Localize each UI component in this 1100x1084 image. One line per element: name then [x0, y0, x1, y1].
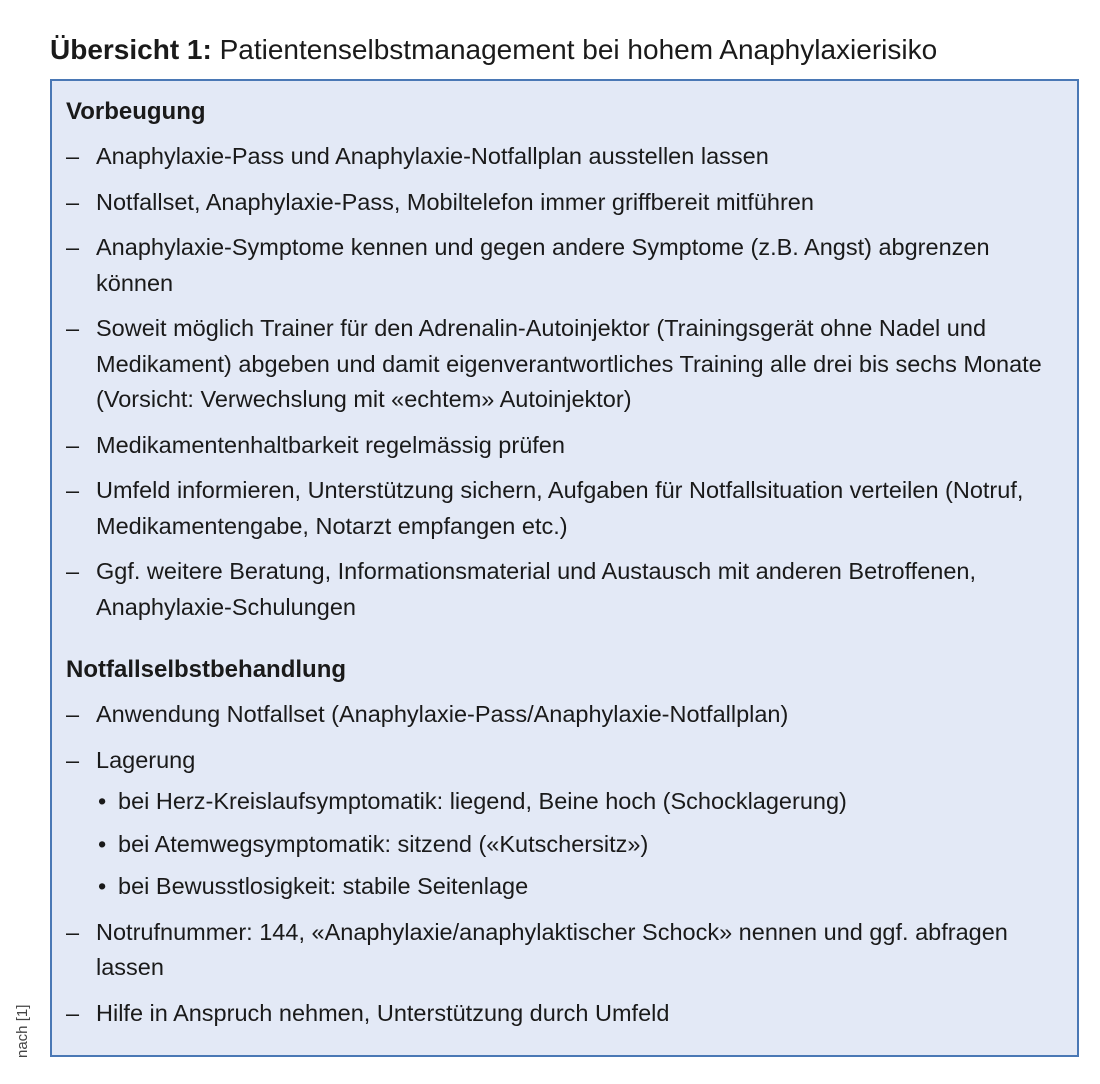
- list-item: – Anwendung Notfallset (Anaphylaxie-Pass/Anaphylaxie-Notfallplan): [66, 697, 1067, 733]
- sublist-item: • bei Herz-Kreislaufsymptomatik: liegend, Beine hoch (Schocklagerung): [96, 784, 1067, 820]
- dash-icon: –: [66, 188, 80, 215]
- dash-icon: –: [66, 477, 80, 503]
- list-item-positioning: – Lagerung • bei Herz-Kreislaufsymptomatik: liegend, Beine hoch (Schocklagerung) • bei Atemwegsymptomatik: sitzend («Kutschersitz») • bei Bewusstlosigkeit: stabile Seitenlage: [66, 743, 1067, 905]
- dash-icon: –: [66, 234, 80, 260]
- dash-icon: –: [66, 999, 80, 1026]
- bullet-icon: •: [98, 788, 107, 814]
- list-item: – Anaphylaxie-Symptome kennen und gegen andere Symptome (z.B. Angst) abgrenzen können: [66, 230, 1067, 301]
- positioning-sublist: [96, 784, 1067, 905]
- dash-icon: –: [66, 431, 80, 458]
- list-item: – Soweit möglich Trainer für den Adrenalin-Autoinjektor (Trainingsgerät ohne Nadel und Medikament) abgeben und damit eigenverantwortliches Training alle drei bis sechs Monate (Vorsicht: Verwechslung mit «echtem» Autoinjektor): [66, 311, 1067, 418]
- dash-icon: –: [66, 558, 80, 584]
- sublist-item: • bei Atemwegsymptomatik: sitzend («Kutschersitz»): [96, 827, 1067, 863]
- list-item: – Medikamentenhaltbarkeit regelmässig prüfen: [66, 428, 1067, 464]
- dash-icon: –: [66, 315, 80, 341]
- list-item: – Notfallset, Anaphylaxie-Pass, Mobiltelefon immer griffbereit mitführen: [66, 185, 1067, 221]
- emergency-list: [66, 697, 1067, 1031]
- prevention-list: [66, 139, 1067, 625]
- source-note: nach [1]: [14, 1004, 31, 1058]
- list-item: – Notrufnummer: 144, «Anaphylaxie/anaphylaktischer Schock» nennen und ggf. abfragen lassen: [66, 915, 1067, 986]
- sublist-item: • bei Bewusstlosigkeit: stabile Seitenlage: [96, 869, 1067, 905]
- bullet-icon: •: [98, 830, 107, 857]
- page-title: [50, 30, 937, 70]
- dash-icon: –: [66, 918, 80, 945]
- dash-icon: –: [66, 143, 80, 169]
- list-item: – Hilfe in Anspruch nehmen, Unterstützung durch Umfeld: [66, 996, 1067, 1032]
- list-item: – Ggf. weitere Beratung, Informationsmaterial und Austausch mit anderen Betroffenen, Anaphylaxie-Schulungen: [66, 554, 1067, 625]
- title-label: Übersicht 1:: [50, 34, 212, 65]
- section-heading-emergency: Notfallselbstbehandlung: [66, 656, 347, 683]
- list-item: – Umfeld informieren, Unterstützung sichern, Aufgaben für Notfallsituation verteilen (Notruf, Medikamentengabe, Notarzt empfangen etc.): [66, 473, 1067, 544]
- dash-icon: –: [66, 701, 80, 727]
- dash-icon: –: [66, 746, 80, 773]
- bullet-icon: •: [98, 873, 107, 899]
- section-heading-prevention: Vorbeugung: [66, 98, 206, 125]
- title-text: Patientenselbstmanagement bei hohem Anaphylaxierisiko: [219, 34, 938, 65]
- list-item: – Anaphylaxie-Pass und Anaphylaxie-Notfallplan ausstellen lassen: [66, 139, 1067, 175]
- overview-box: [50, 79, 1079, 1057]
